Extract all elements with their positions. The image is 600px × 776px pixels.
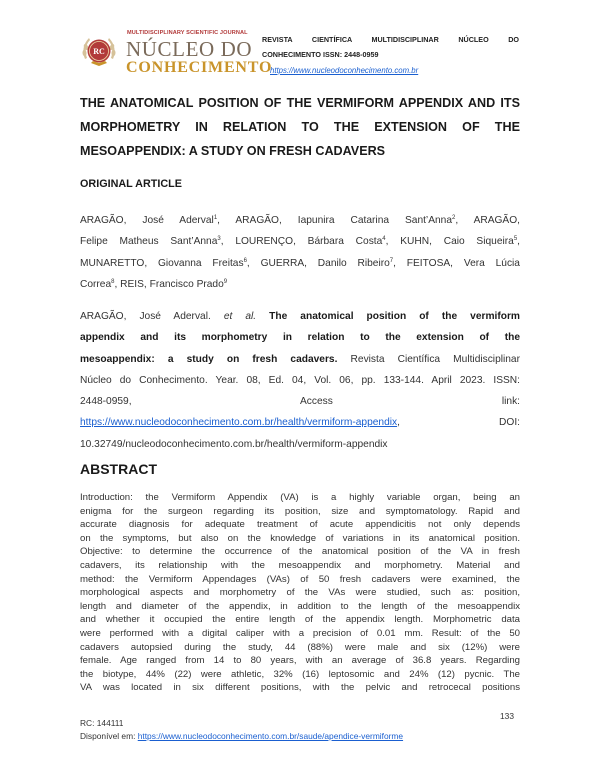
- author-sup: 9: [223, 278, 228, 285]
- citation-author: ARAGÃO, José Aderval.: [80, 311, 211, 322]
- citation-title-l3: mesoappendix: a study on fresh cadavers.: [80, 353, 338, 365]
- author-list: [80, 210, 520, 295]
- abstract-heading: ABSTRACT: [80, 461, 157, 477]
- citation-link[interactable]: https://www.nucleodoconhecimento.com.br/health/vermiform-appendix: [80, 417, 398, 429]
- abstract-line: accurate diagnosis for adequate treatment of acute appendicitis not only depends: [80, 519, 520, 531]
- citation-details: Núcleo do Conhecimento. Year. 08, Ed. 04, Vol. 06, pp. 133-144. April 2023. ISSN:: [80, 374, 520, 386]
- author-line: MUNARETTO, Giovanna Freitas$^6$, GUERRA, Danilo Ribeiro$^7$, FEITOSA, Vera Lúcia: [80, 257, 520, 269]
- citation-link-label: link:: [501, 396, 520, 408]
- journal-info: [262, 32, 519, 62]
- logo-line2: CONHECIMENTO: [126, 59, 273, 76]
- author-name: LOURENÇO, Bárbara Costa: [235, 236, 383, 248]
- journal-url-link[interactable]: https://www.nucleodoconhecimento.com.br: [270, 66, 419, 75]
- logo-line1: NÚCLEO DO: [126, 37, 253, 61]
- author-line: Felipe Matheus Sant’Anna$^3$, LOURENÇO, Bárbara Costa$^4$, KUHN, Caio Siqueira$^5$,: [80, 236, 520, 248]
- footer-link[interactable]: https://www.nucleodoconhecimento.com.br/saude/apendice-vermiforme: [137, 731, 404, 741]
- citation-line: [80, 349, 520, 370]
- author-name: Felipe Matheus Sant’Anna: [80, 236, 218, 248]
- abstract-line: and whether it occupied the entire length of the appendix length. Morphometric data: [80, 614, 520, 626]
- abstract-line: length and diameter of the appendix, in addition to the length of the mesoappendix: [80, 600, 520, 612]
- author-name: ARAGÃO, José Aderval: [80, 215, 214, 226]
- abstract-line: cadavers autopsied during the study, 44 (88%) were male and six (12%) were: [80, 641, 520, 653]
- article-type-label: ORIGINAL ARTICLE: [80, 178, 182, 190]
- article-title: THE ANATOMICAL POSITION OF THE VERMIFORM APPENDIX AND ITS MORPHOMETRY IN RELATION TO THE EXTENSION OF THE MESOAPPENDIX: A STUDY ON FRESH CADAVERS: [80, 96, 520, 158]
- abstract-line: VA was located in six different positions, with the pelvic and retrocecal positions: [80, 682, 520, 694]
- seal-emblem-icon: [80, 32, 118, 70]
- author-name: Correa: [80, 278, 112, 290]
- citation-line: [80, 370, 520, 391]
- page-number: 133: [500, 711, 514, 721]
- abstract-line: Objective: to determine the occurrence of the anatomical position of the VA in fresh: [80, 546, 520, 558]
- citation-title-l1: The anatomical position of the vermiform: [269, 311, 520, 322]
- citation-line: [80, 391, 520, 412]
- footer-rc: RC: 144111: [80, 718, 124, 728]
- journal-line1: REVISTA CIENTÍFICA MULTIDISCIPLINAR NÚCLEO DO: [262, 35, 519, 44]
- citation-etal: et al.: [223, 311, 257, 322]
- author-sup: 5: [513, 236, 518, 243]
- journal-header: [80, 22, 530, 82]
- abstract-line: method: the Vermiform Appendages (VAs) of 50 fresh cadavers were examined, the: [80, 573, 520, 585]
- citation-line: [80, 306, 520, 327]
- author-sup: 7: [389, 257, 394, 264]
- footer-available: [80, 731, 403, 741]
- journal-line2: CONHECIMENTO ISSN: 2448-0959: [262, 50, 379, 59]
- author-name: GUERRA, Danilo Ribeiro: [260, 257, 390, 269]
- citation-title-l2: appendix and its morphometry in relation to the extension of the: [80, 332, 520, 344]
- logo-tagline: MULTIDISCIPLINARY SCIENTIFIC JOURNAL: [127, 30, 248, 36]
- author-sup: 6: [243, 257, 247, 264]
- citation-block: [80, 306, 520, 455]
- author-sup: 8: [111, 278, 115, 285]
- abstract-line: morphological aspects and morphometry of the VAs were studied, such as: position,: [80, 587, 520, 599]
- citation-doi-label: DOI:: [499, 417, 520, 429]
- author-name: FEITOSA, Vera Lúcia: [406, 257, 520, 269]
- author-line: ARAGÃO, José Aderval$^1$, ARAGÃO, Iapunira Catarina Sant’Anna$^2$, ARAGÃO,: [80, 215, 520, 226]
- citation-doi: 10.32749/nucleodoconhecimento.com.br/health/vermiform-appendix: [80, 438, 388, 450]
- author-sup: 1: [213, 215, 218, 221]
- author-name: KUHN, Caio Siqueira: [400, 236, 514, 248]
- abstract-line: Introduction: the Vermiform Appendix (VA) is a highly variable organ, being an: [80, 492, 520, 503]
- citation-line: https://www.nucleodoconhecimento.com.br/health/vermiform-appendix, DOI:: [80, 417, 520, 429]
- author-name: ARAGÃO, Iapunira Catarina Sant’Anna: [235, 215, 452, 226]
- author-sup: 2: [452, 215, 456, 221]
- author-name: ARAGÃO,: [473, 215, 520, 226]
- author-sup: 3: [217, 236, 221, 243]
- author-line: Correa$^8$, REIS, Francisco Prado$^9$: [80, 278, 228, 290]
- author-name: REIS, Francisco Prado: [120, 278, 224, 290]
- abstract-body: [80, 491, 520, 695]
- abstract-line: cadavers, its relationship with the mesoappendix and morphometry. Material and: [80, 559, 520, 571]
- journal-logo[interactable]: [80, 22, 273, 80]
- abstract-line: were performed with a digital caliper with a precision of 0.01 mm. Result: of the 50: [80, 627, 520, 639]
- abstract-line: enigma for the surgeon regarding its position, size and symptomatology. Rapid and: [80, 505, 520, 517]
- seal-emblem-text: RC: [93, 47, 105, 56]
- citation-journal: Revista Científica Multidisciplinar: [350, 353, 520, 365]
- footer-available-label: Disponível em:: [80, 731, 136, 741]
- citation-issn: 2448-0959,: [80, 396, 132, 408]
- abstract-line: female. Age ranged from 14 to 80 years, with an average of 36.8 years. Regarding: [80, 655, 520, 667]
- citation-line: [80, 434, 520, 455]
- citation-access-label: Access: [300, 396, 333, 408]
- author-name: MUNARETTO, Giovanna Freitas: [80, 257, 244, 269]
- abstract-line: the biotype, 44% (22) were athletic, 32% (16) leptosomic and 24% (12) pycnic. The: [80, 668, 520, 680]
- citation-line: [80, 327, 520, 348]
- author-sup: 4: [382, 236, 386, 243]
- abstract-line: on the symptoms, but also on the knowledge of variations in its anatomical position.: [80, 532, 520, 544]
